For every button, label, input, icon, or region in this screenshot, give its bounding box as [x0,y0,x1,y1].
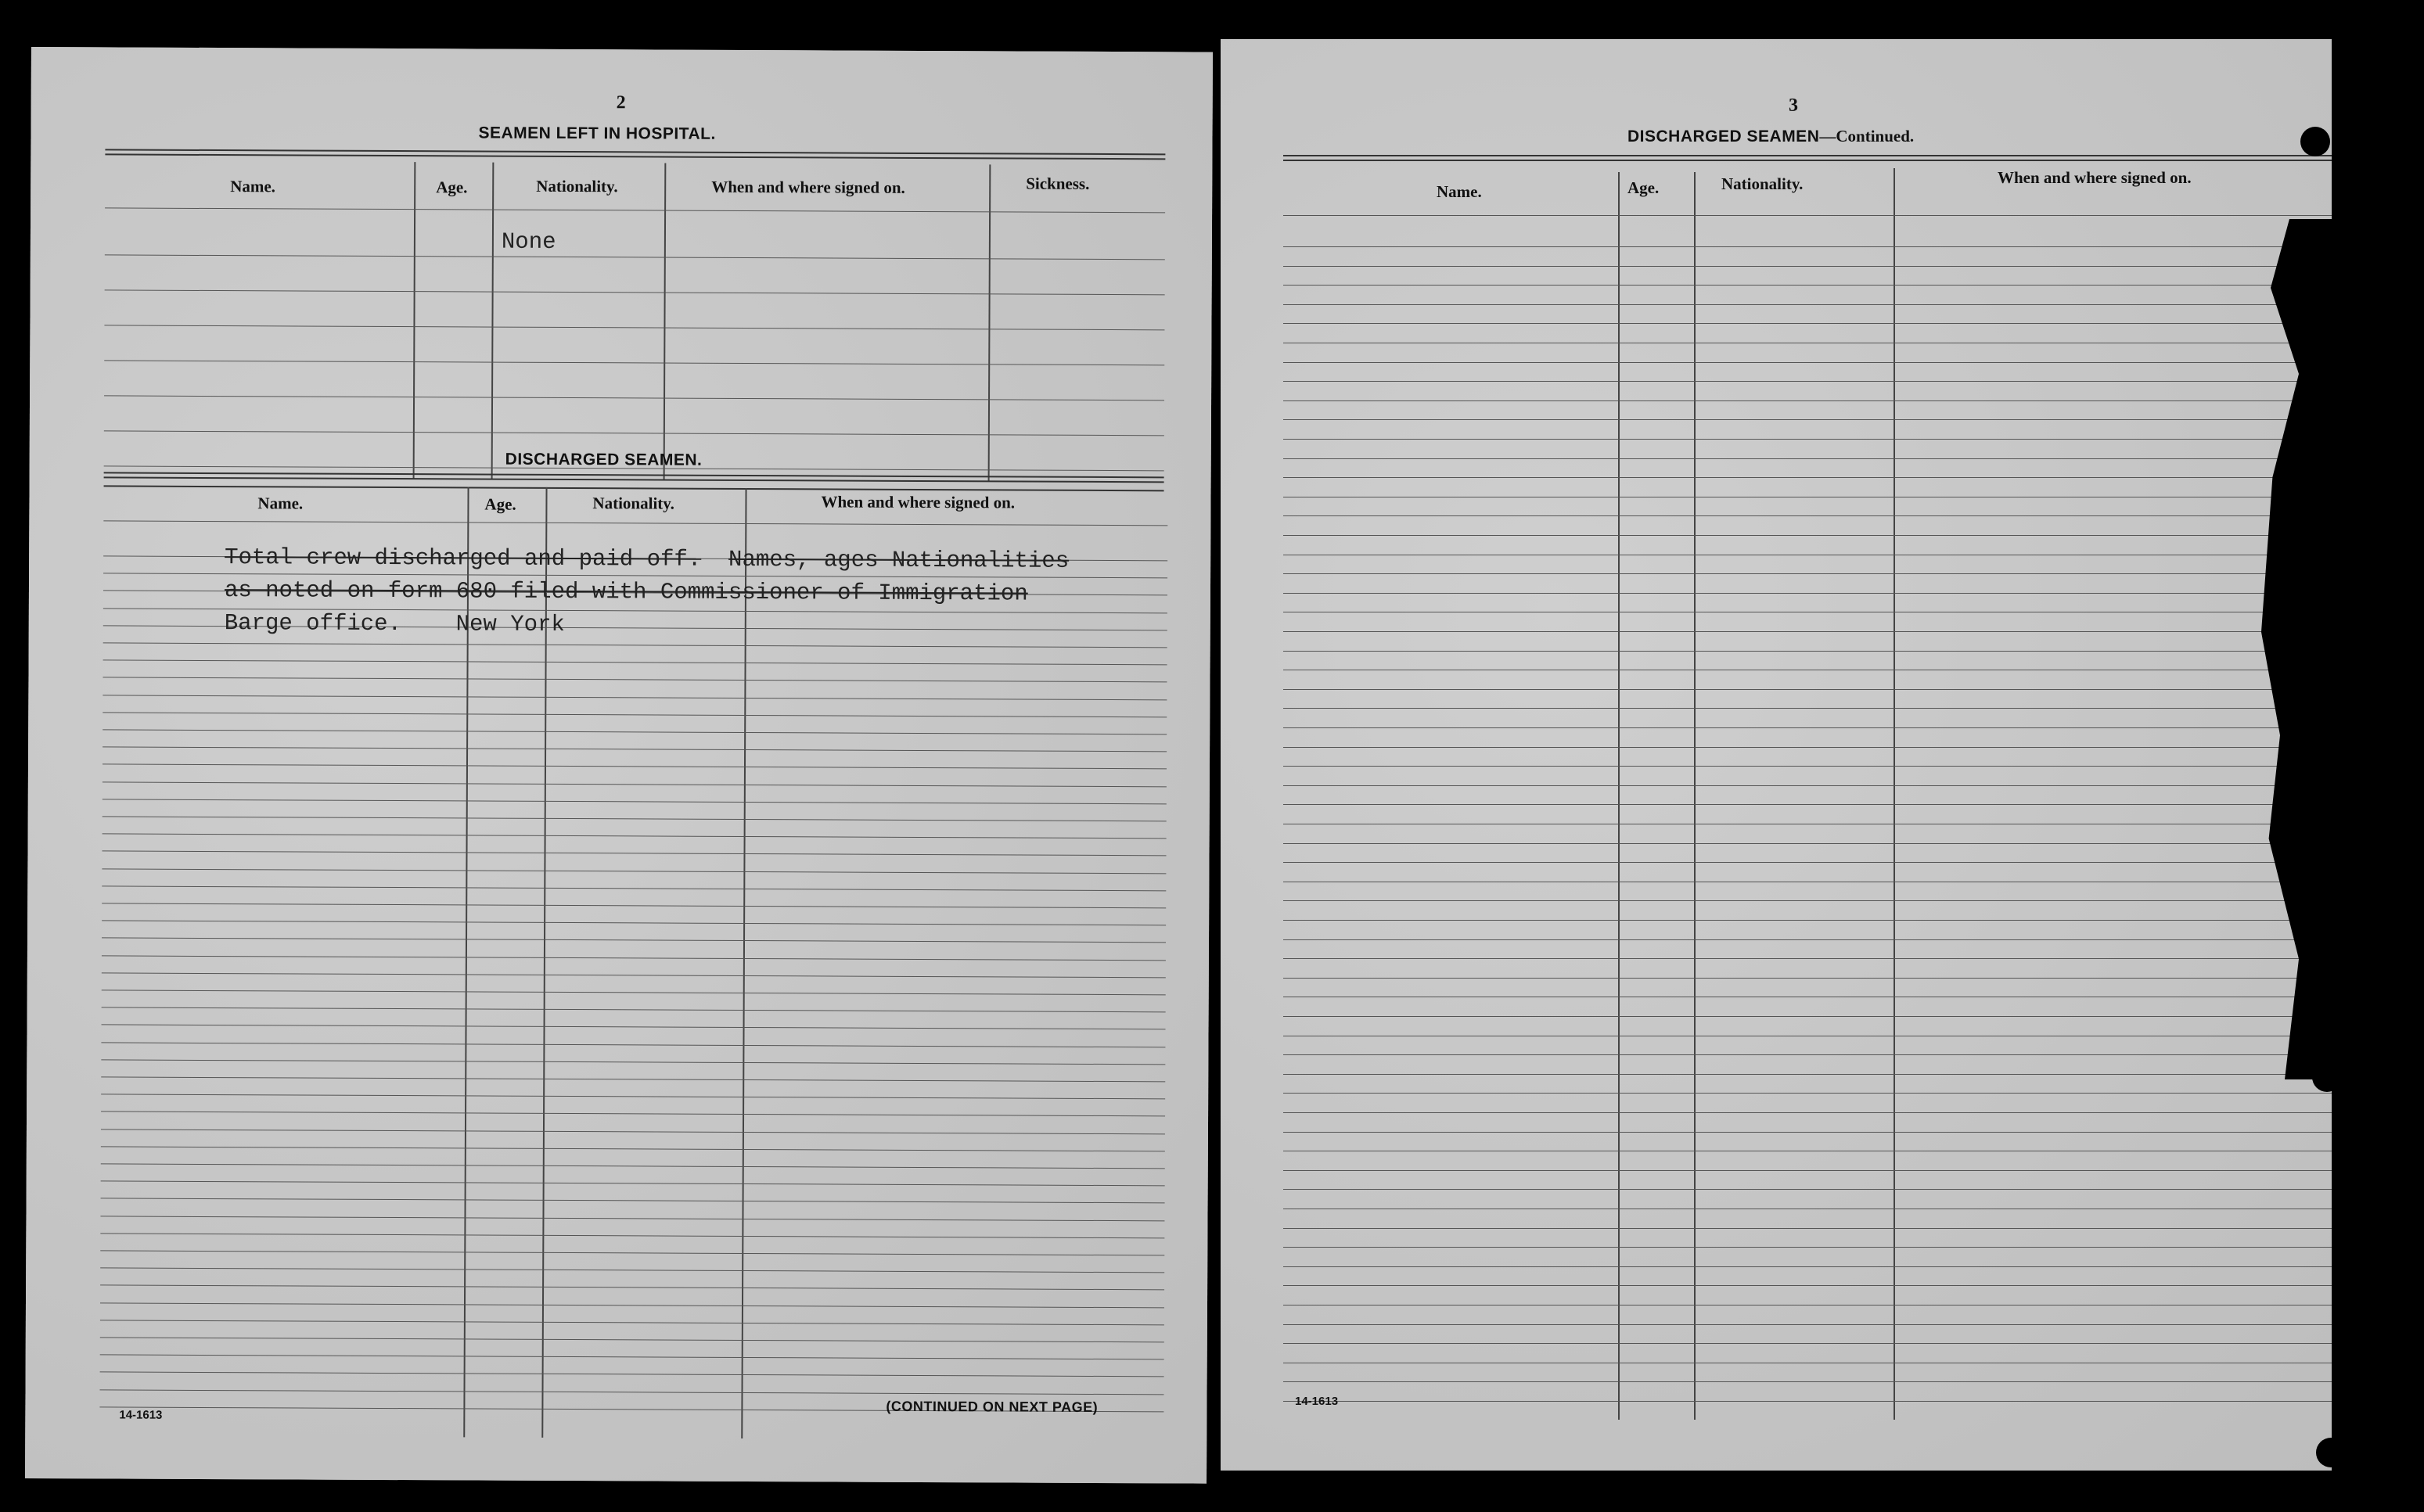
table-row-line [1283,1228,2332,1229]
table-row-line [1283,362,2332,363]
table-row-line [1283,958,2332,959]
table-row-line [100,1389,1164,1395]
table-row-line [1283,1401,2332,1402]
table-row-line [101,1129,1165,1134]
table-row-line [101,1042,1165,1047]
table-row-line [102,972,1166,978]
table-row-line [1283,1170,2332,1171]
typed-note-line-2: as noted on form 680 filed with Commissioner of Immigration [224,577,1028,607]
table-row-line [102,747,1167,752]
table-row-line [1283,515,2332,516]
table-row-line [1283,1054,2332,1055]
col-divider [1618,172,1620,1420]
table-row-line [102,955,1166,961]
discharged-rows [31,47,1213,52]
continued-footer: (CONTINUED ON NEXT PAGE) [886,1398,1099,1415]
table-row-line [1283,804,2332,805]
table-row-line [100,1337,1164,1342]
discharged-header-rule [104,472,1164,483]
right-page [1221,39,2332,1471]
table-row-line [102,903,1166,908]
col-header-signed-on: When and where signed on. [1998,168,2192,187]
table-row-line [100,1302,1164,1308]
table-row-line [1283,304,2332,305]
torn-edge [2261,219,2332,1079]
table-row-line [1283,939,2332,940]
table-row-line [100,1216,1164,1221]
table-row-line [102,851,1167,857]
table-row-line [101,1198,1165,1204]
table-row-line [1283,651,2332,652]
table-row-line [1283,747,2332,748]
table-row-line [104,395,1164,400]
discharged-section-title: DISCHARGED SEAMEN. [505,450,703,469]
table-row-line [102,712,1167,717]
table-row-line [1283,978,2332,979]
table-row-line [102,816,1167,821]
discharged-col-divider [741,488,746,1438]
table-row-line [1283,1324,2332,1325]
col-header-signed-on: When and where signed on. [821,492,1016,512]
page-number: 3 [1789,95,1798,116]
hospital-section-title: SEAMEN LEFT IN HOSPITAL. [478,124,716,143]
col-header-age: Age. [484,494,516,514]
table-row-line [1283,1074,2332,1075]
col-header-age: Age. [436,178,468,197]
typed-note-line-1: Total crew discharged and paid off. Names, ages Nationalities [225,544,1070,574]
table-row-line [100,1355,1164,1360]
table-row-line [1283,920,2332,921]
page-number: 2 [616,92,626,113]
hospital-header-rule [105,207,1165,213]
table-row-line [100,1372,1164,1377]
col-header-name: Name. [1437,182,1482,201]
table-row-line [1283,266,2332,267]
table-row-line [102,764,1167,770]
table-row-line [102,885,1166,891]
table-row-line [100,1250,1164,1255]
typed-note-line-3: Barge office. New York [224,610,565,637]
table-row-line [1283,862,2332,863]
table-row-line [100,1268,1164,1273]
table-row-line [102,834,1167,839]
table-row-line [102,729,1167,734]
punch-hole [2300,127,2330,156]
table-row-line [100,1320,1164,1325]
table-row-line [1283,573,2332,574]
table-row-line [1283,1247,2332,1248]
table-row-line [1283,689,2332,690]
table-row-line [1283,285,2332,286]
table-row-line [1283,785,2332,786]
table-row-line [1283,477,2332,478]
discharged-header-line [103,520,1167,526]
col-divider [1694,172,1696,1420]
table-row-line [102,677,1167,683]
table-row-line [100,1233,1164,1238]
table-row-line [102,781,1167,787]
col-header-nationality: Nationality. [592,494,674,513]
punch-hole [2312,1062,2342,1092]
table-row-line [1283,419,2332,420]
table-row-line [104,325,1164,330]
table-row-line [1283,727,2332,728]
table-row-line [102,989,1166,995]
table-row-line [1283,1343,2332,1344]
col-header-signed-on: When and where signed on. [711,177,905,197]
form-number: 14-1613 [1295,1395,1339,1408]
col-header-age: Age. [1627,178,1660,197]
table-row-line [1283,400,2332,401]
table-row-line [1283,381,2332,382]
form-number: 14-1613 [119,1408,163,1422]
table-row-line [1283,1189,2332,1190]
table-row-line [101,1059,1165,1065]
punch-hole [2316,1438,2346,1467]
table-row-line [104,430,1164,436]
table-row-line [102,868,1166,874]
header-line [1283,215,2332,216]
top-rule [1283,155,2332,161]
table-row-line [1283,1381,2332,1382]
table-row-line [1283,458,2332,459]
discharged-continued-title: DISCHARGED SEAMEN—Continued. [1627,127,1915,145]
table-row-line [1283,1266,2332,1267]
table-row-line [105,289,1165,295]
table-row-line [1283,1285,2332,1286]
table-row-line [102,1007,1166,1013]
table-row-line [1283,900,2332,901]
table-row-line [1283,766,2332,767]
table-row-line [1283,1132,2332,1133]
hospital-entry-nationality: None [501,228,556,255]
table-row-line [102,921,1166,926]
table-row-line [105,254,1165,260]
table-row-line [101,1112,1165,1117]
col-header-sickness: Sickness. [1026,174,1090,193]
table-row-line [1283,439,2332,440]
table-row-line [102,695,1167,700]
table-row-line [102,938,1166,943]
left-page [25,47,1213,1484]
table-row-line [104,360,1164,365]
table-row-line [101,1163,1165,1169]
table-row-line [1283,323,2332,324]
discharged-top-rule [104,485,1164,491]
col-header-name: Name. [230,177,276,196]
col-header-nationality: Nationality. [536,176,618,196]
table-row-line [1283,535,2332,536]
table-row-line [101,1076,1165,1082]
table-row-line [102,799,1167,804]
table-row-line [101,1181,1165,1187]
table-row-line [1283,593,2332,594]
table-row-line [101,1146,1165,1151]
table-row-line [102,1025,1166,1030]
table-row-line [1283,1093,2332,1094]
col-header-name: Name. [257,494,304,513]
col-divider [1894,168,1895,1420]
table-row-line [1283,1016,2332,1017]
table-row-line [1283,843,2332,844]
col-header-nationality: Nationality. [1721,174,1804,193]
table-row-line [103,660,1167,666]
table-row-line [103,642,1167,648]
table-row-line [1283,1112,2332,1113]
table-row-line [101,1094,1165,1100]
table-row-line [1283,708,2332,709]
hospital-top-rule [105,149,1165,160]
table-row-line [1283,631,2332,632]
table-row-line [100,1285,1164,1291]
table-row-line [1283,246,2332,247]
